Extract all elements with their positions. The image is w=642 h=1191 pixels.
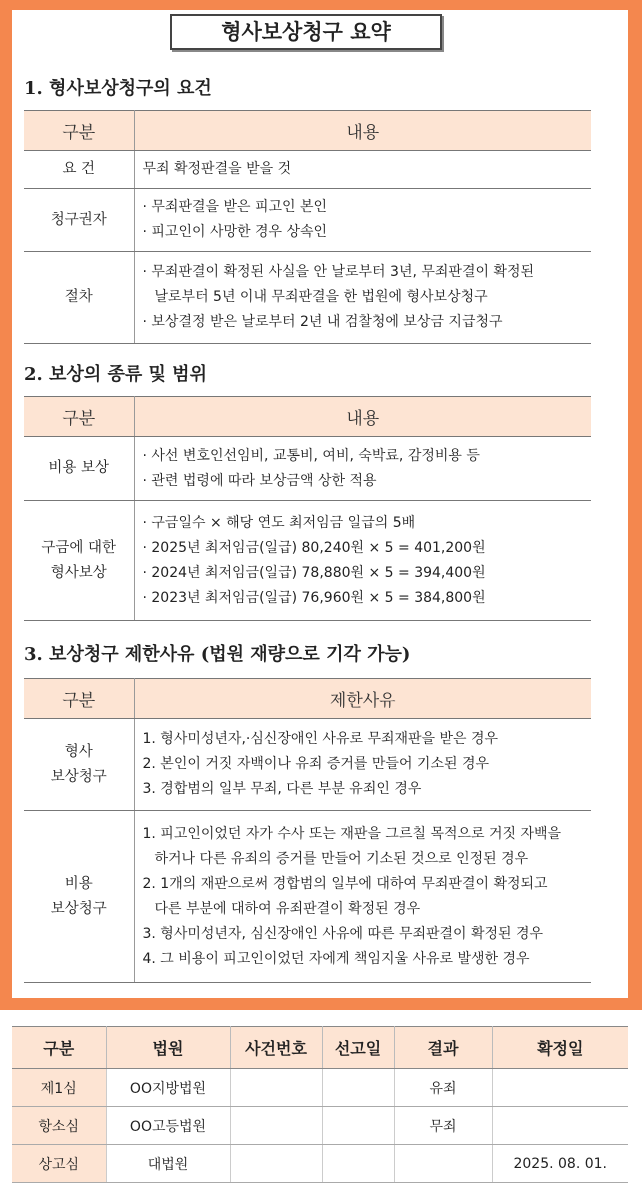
row-text: 2. 1개의 재판으로써 경합범의 일부에 대하여 무죄판결이 확정되고 (142, 875, 548, 892)
table-row (24, 252, 591, 344)
document-title: 형사보상청구 요약 (170, 14, 442, 50)
col-header-content: 내용 (134, 397, 591, 437)
row-text: · 2025년 최저임금(일급) 80,240원 × 5 = 401,200원 (142, 539, 486, 556)
row-text: · 사선 변호인선임비, 교통비, 여비, 숙박료, 감정비용 등 (142, 447, 480, 464)
row-label: 절차 (24, 252, 134, 344)
table-header-row (24, 679, 591, 719)
table-row (24, 501, 591, 621)
row-text: · 피고인이 사망한 경우 상속인 (142, 224, 328, 240)
table-header-row (24, 397, 591, 437)
table-row (12, 1145, 628, 1183)
row-label: 요 건 (24, 151, 134, 189)
row-text: 3. 형사미성년자, 심신장애인 사유에 따른 무죄판결이 확정된 경우 (142, 925, 544, 942)
case-result: 유죄 (394, 1069, 492, 1107)
row-text: · 무죄판결을 받은 피고인 본인 (142, 199, 328, 215)
row-text: 다른 부분에 대하여 유죄판결이 확정된 경우 (154, 900, 421, 917)
row-label: 형사 (64, 743, 93, 760)
row-text: · 구금일수 × 해당 연도 최저임금 일급의 5배 (142, 514, 416, 531)
section3-heading: 3. 보상청구 제한사유 (법원 재량으로 기각 가능) (24, 644, 411, 665)
row-label: 청구권자 (24, 189, 134, 252)
restriction-table (24, 678, 591, 983)
case-court: OO지방법원 (106, 1069, 230, 1107)
row-text: · 보상결정 받은 날로부터 2년 내 검찰청에 보상금 지급청구 (142, 314, 503, 330)
row-text: · 관련 법령에 따라 보상금액 상한 적용 (142, 472, 377, 489)
row-text: 4. 그 비용이 피고인이었던 자에게 책임지울 사유로 발생한 경우 (142, 950, 530, 967)
table-row (12, 1107, 628, 1145)
row-label: 형사보상 (50, 564, 107, 581)
row-label: 보상청구 (50, 768, 107, 785)
row-text: 무죄 확정판결을 받을 것 (142, 161, 292, 177)
case-header-row (12, 1027, 628, 1069)
case-stage: 제1심 (12, 1069, 106, 1107)
table-row (24, 151, 591, 189)
case-stage: 상고심 (12, 1145, 106, 1183)
row-text: 3. 경합범의 일부 무죄, 다른 부분 유죄인 경우 (142, 781, 422, 797)
col-header-category: 구분 (24, 397, 134, 437)
col-header-case-number: 사건번호 (230, 1027, 322, 1069)
col-header-reason: 제한사유 (134, 679, 591, 719)
row-label: 비용 (64, 875, 93, 892)
col-header-sentence-date: 선고일 (322, 1027, 394, 1069)
col-header-court: 법원 (106, 1027, 230, 1069)
section2-heading: 2. 보상의 종류 및 범위 (24, 364, 207, 385)
case-final-date (492, 1107, 628, 1145)
col-header-stage: 구분 (12, 1027, 106, 1069)
case-number (230, 1107, 322, 1145)
compensation-table (24, 396, 591, 621)
row-label: 비용 보상 (24, 437, 134, 501)
case-result (394, 1145, 492, 1183)
table-header-row (24, 111, 591, 151)
case-sentence-date (322, 1145, 394, 1183)
case-final-date: 2025. 08. 01. (492, 1145, 628, 1183)
table-row (24, 811, 591, 983)
table-row (24, 189, 591, 252)
col-header-final-date: 확정일 (492, 1027, 628, 1069)
col-header-result: 결과 (394, 1027, 492, 1069)
case-court: OO고등법원 (106, 1107, 230, 1145)
case-stage: 항소심 (12, 1107, 106, 1145)
row-text: 1. 형사미성년자,·심신장애인 사유로 무죄재판을 받은 경우 (142, 731, 499, 747)
section1-heading: 1. 형사보상청구의 요건 (24, 78, 212, 99)
row-text: · 2024년 최저임금(일급) 78,880원 × 5 = 394,400원 (142, 564, 486, 581)
case-number (230, 1069, 322, 1107)
case-sentence-date (322, 1107, 394, 1145)
row-text: 날로부터 5년 이내 무죄판결을 한 법원에 형사보상청구 (154, 289, 488, 305)
table-row (24, 719, 591, 811)
col-header-content: 내용 (134, 111, 591, 151)
table-row (12, 1069, 628, 1107)
requirements-table (24, 110, 591, 344)
row-text: 2. 본인이 거짓 자백이나 유죄 증거를 만들어 기소된 경우 (142, 756, 489, 772)
row-text: · 2023년 최저임금(일급) 76,960원 × 5 = 384,800원 (142, 589, 486, 606)
row-label: 구금에 대한 (41, 539, 117, 556)
case-number (230, 1145, 322, 1183)
case-final-date (492, 1069, 628, 1107)
case-sentence-date (322, 1069, 394, 1107)
row-text: · 무죄판결이 확정된 사실을 안 날로부터 3년, 무죄판결이 확정된 (142, 264, 535, 280)
case-history-table (12, 1026, 628, 1183)
col-header-category: 구분 (24, 111, 134, 151)
col-header-category: 구분 (24, 679, 134, 719)
row-text: 1. 피고인이었던 자가 수사 또는 재판을 그르칠 목적으로 거짓 자백을 (142, 825, 562, 842)
case-court: 대법원 (106, 1145, 230, 1183)
row-text: 하거나 다른 유죄의 증거를 만들어 기소된 것으로 인정된 경우 (154, 850, 529, 867)
row-label: 보상청구 (50, 900, 107, 917)
case-result: 무죄 (394, 1107, 492, 1145)
table-row (24, 437, 591, 501)
